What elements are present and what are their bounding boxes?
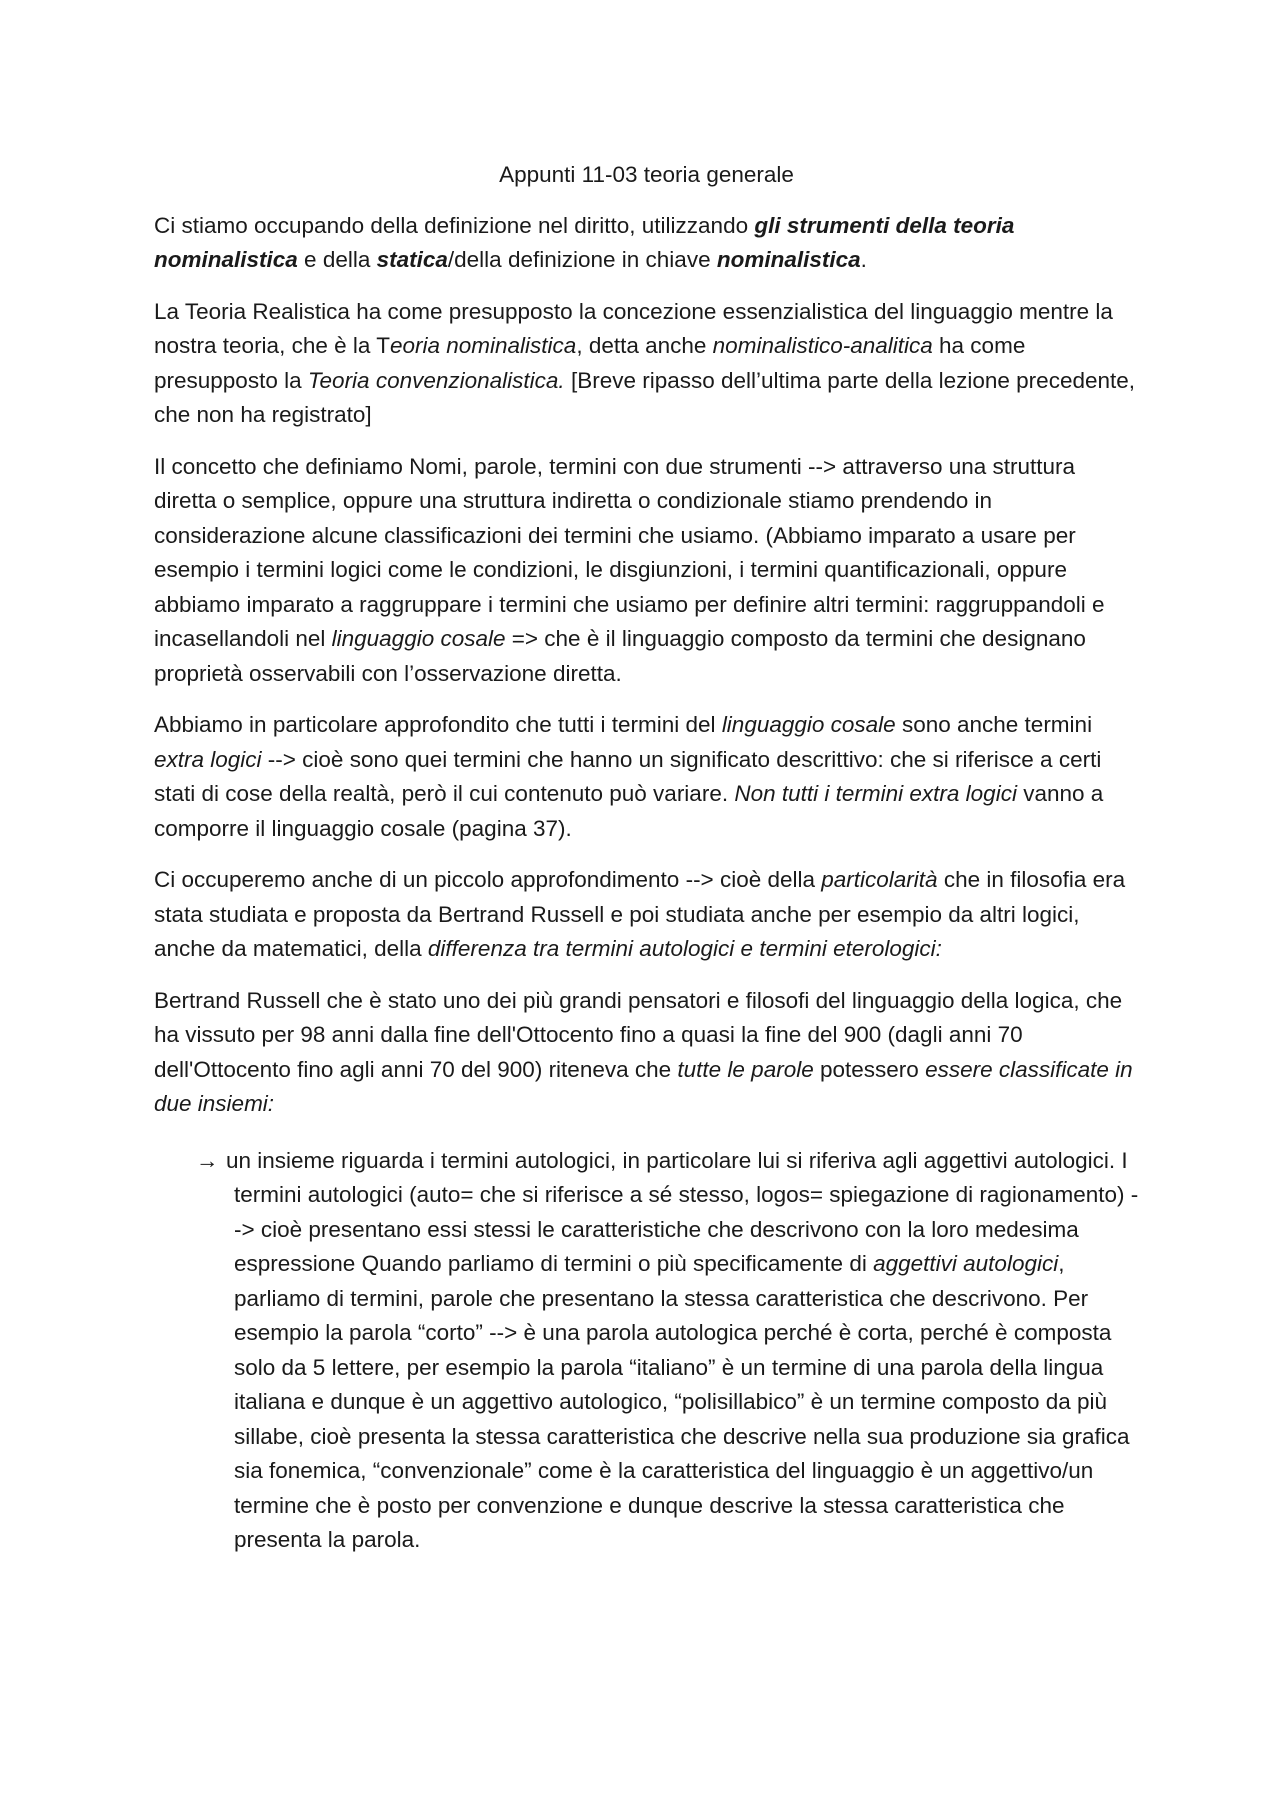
italic-run: Teoria convenzionalistica. [307,367,565,393]
text-run: Abbiamo in particolare approfondito che tutti i termini del [154,712,722,737]
italic-run: particolarità [821,867,938,892]
bullet-autologici [196,1144,1139,1558]
text-run: => che è il linguaggio composto da termini che designano proprietà osservabili con l’osservazione diretta. [154,626,1086,686]
italic-run: linguaggio cosale [331,626,506,651]
paragraph-intro [154,209,1139,278]
paragraph-linguaggio-cosale [154,708,1139,846]
bold-italic-run: statica [376,247,448,272]
paragraph-teoria-realistica [154,295,1139,433]
text-run: ha come presupposto la [154,333,1026,393]
text-run: , parliamo di termini, parole che presentano la stessa caratteristica che descrivono. Per esempio la parola “corto” --> è una parola autologica perché è corta, perché è composta solo da 5 lettere, per esempio la parola “italiano” è un termine di una parola della lingua italiana e dunque è un aggettivo autologico, “polisillabico” è un termine composto da più sillabe, cioè presenta la stessa caratteristica che descrive nella sua produzione sia grafica sia fonemica, “convenzionale” come è la caratteristica del linguaggio è un aggettivo/un termine che è posto per convenzione e dunque descrive la stessa caratteristica che presenta la parola. [234,1251,1130,1552]
text-run: Il concetto che definiamo Nomi, parole, termini con due strumenti --> attraverso una struttura diretta o semplice, oppure una struttura indiretta o condizionale stiamo prendendo in considerazione alcune classificazioni dei termini che usiamo. (Abbiamo imparato a usare per esempio i termini logici come le condizioni, le disgiunzioni, i termini quantificazionali, oppure abbiamo imparato a raggruppare i termini che usiamo per definire altri termini: raggruppandoli e incasellandoli nel [154,453,1105,651]
text-run: vanno a comporre il linguaggio cosale (pagina 37). [154,781,1104,841]
italic-run: linguaggio cosale [721,712,896,737]
paragraph-concetto [154,450,1139,692]
italic-run: Non tutti i termini extra logici [734,781,1017,806]
text-run: Ci stiamo occupando della definizione nel diritto, utilizzando [154,212,755,238]
text-run: . [860,247,867,272]
text-run: potessero [813,1056,926,1082]
bold-italic-run: gli strumenti della teoria nominalistica [154,212,1015,272]
bold-italic-run: nominalistica [716,247,861,272]
document-title: Appunti 11-03 teoria generale [499,162,794,187]
text-run: La Teoria Realistica ha come presupposto la concezione essenzialistica del linguaggio mentre la nostra teoria, che è la T [154,298,1113,358]
text-run: --> cioè sono quei termini che hanno un significato descrittivo: che si riferisce a certi stati di cose della realtà, però il cui contenuto può variare. [154,746,1102,806]
italic-run: eoria nominalistica [389,333,577,358]
italic-run: essere classificate in due insiemi: [154,1056,1133,1116]
text-run: [Breve ripasso dell’ultima parte della lezione precedente, che non ha registrato] [154,367,1136,427]
text-run: , detta anche [576,333,713,358]
italic-run: extra logici [154,746,262,772]
italic-run: aggettivi autologici [873,1251,1059,1276]
text-run: e della [297,247,377,272]
document-body [154,158,1139,1558]
text-run: un insieme riguarda i termini autologici, in particolare lui si riferiva agli aggettivi autologici. I termini autologici (auto= che si riferisce a sé stesso, logos= spiegazione di ragionamento) --> cioè presentano essi stessi le caratteristiche che descrivono con la loro medesima espressione Quando parliamo di termini o più specificamente di [226,1147,1139,1276]
italic-run: nominalistico-analitica [712,333,933,358]
text-run: che in filosofia era stata studiata e proposta da Bertrand Russell e poi studiata anche per esempio da altri logici, anche da matematici, della [154,867,1126,961]
text-run: Bertrand Russell che è stato uno dei più grandi pensatori e filosofi del linguaggio della logica, che ha vissuto per 98 anni dalla fine dell'Ottocento fino a quasi la fine del 900 (dagli anni 70 dell'Ottocento fino agli anni 70 del 900) riteneva che [154,987,1123,1082]
paragraph-approfondimento [154,863,1139,967]
arrow-right-icon: → [196,1147,219,1173]
italic-run: differenza tra termini autologici e termini eterologici: [427,936,942,961]
text-run: /della definizione in chiave [447,247,717,272]
italic-run: tutte le parole [677,1056,814,1082]
text-run: Ci occuperemo anche di un piccolo approfondimento --> cioè della [154,867,822,892]
text-run: sono anche termini [895,712,1093,737]
paragraph-russell [154,984,1139,1122]
